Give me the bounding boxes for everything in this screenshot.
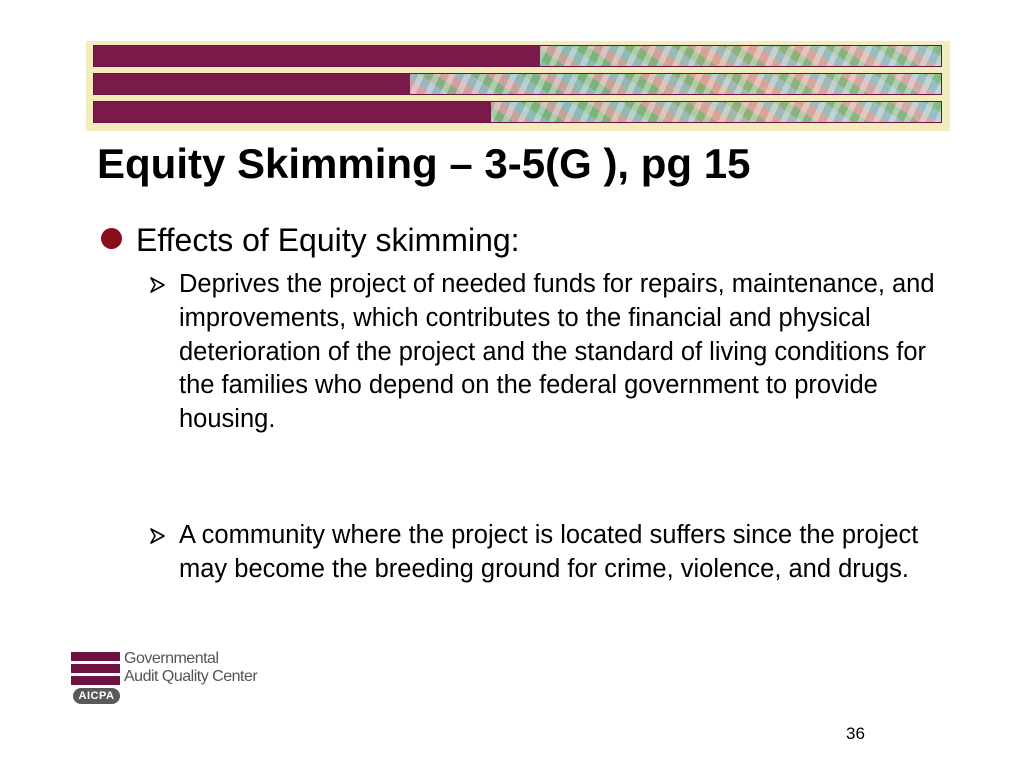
logo-bar	[71, 664, 120, 673]
arrowhead-icon	[149, 528, 165, 544]
logo-bar	[71, 652, 120, 661]
header-banner	[86, 41, 950, 131]
banner-strip-2	[93, 73, 942, 95]
main-bullet-text: Effects of Equity skimming:	[136, 222, 520, 258]
slide-title: Equity Skimming – 3-5(G ), pg 15	[97, 140, 751, 187]
logo-line1: Governmental	[124, 650, 219, 667]
logo-bar	[71, 676, 120, 685]
sub-bullet	[149, 268, 949, 437]
sub-bullet-text: Deprives the project of needed funds for repairs, maintenance, and improvements, which contributes to the financial and physical deterioration of the project and the standard of living conditions for the families who depend on the federal government to provide housing.	[179, 270, 935, 434]
sub-bullet	[149, 519, 949, 587]
bullet-dot-icon	[101, 228, 122, 249]
gaqc-logo	[71, 650, 271, 710]
arrowhead-icon	[149, 277, 165, 293]
banner-strip-1	[93, 45, 942, 67]
aicpa-badge: AICPA	[73, 688, 120, 704]
logo-line2: Audit Quality Center	[124, 668, 258, 685]
sub-bullet-text: A community where the project is located suffers since the project may become the breeding ground for crime, violence, and drugs.	[179, 521, 919, 583]
banner-strip-3	[93, 101, 942, 123]
page-number: 36	[846, 724, 865, 743]
main-bullet	[101, 220, 520, 260]
logo-name	[124, 650, 257, 686]
